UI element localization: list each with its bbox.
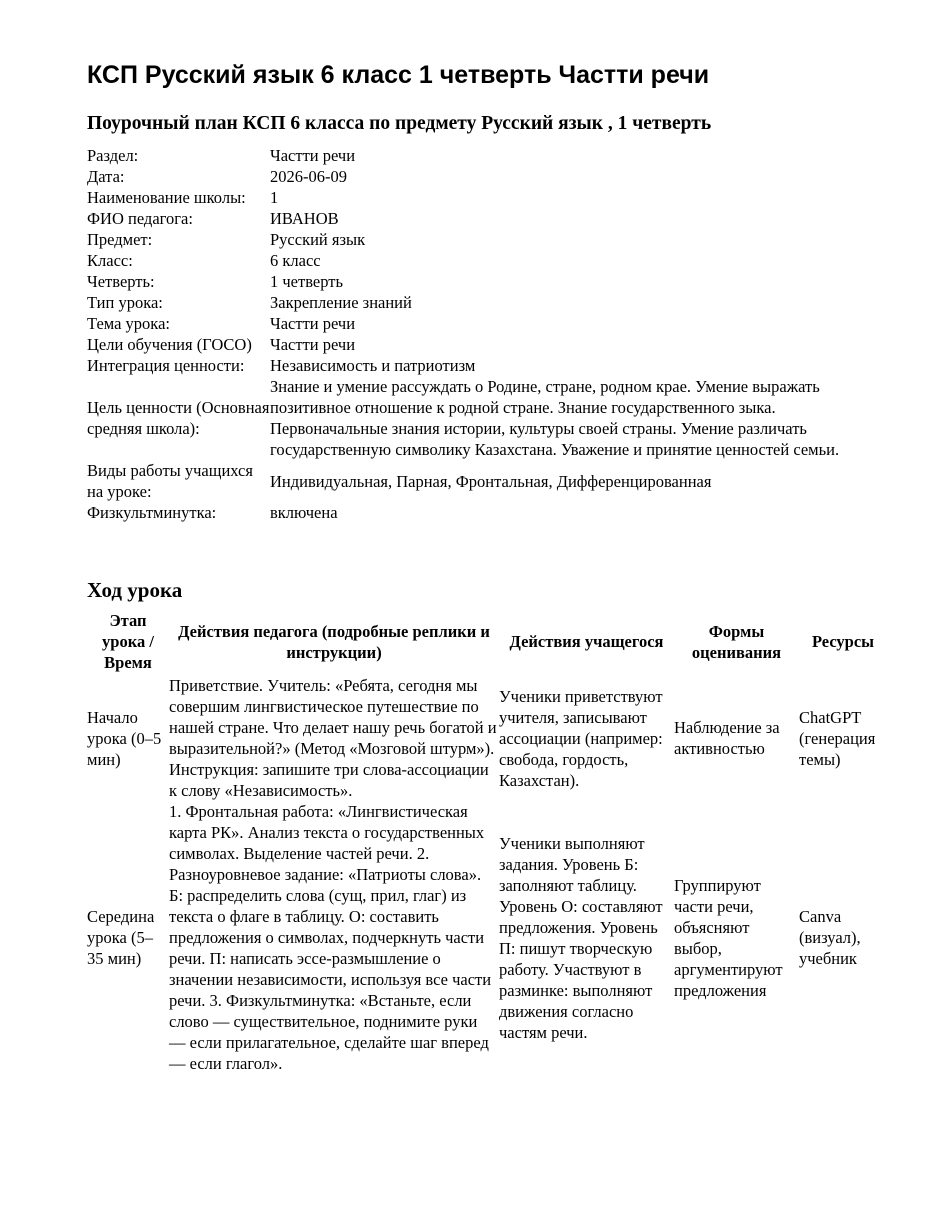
- info-value: Индивидуальная, Парная, Фронтальная, Дифференцированная: [270, 471, 712, 491]
- document-subtitle: Поурочный план КСП 6 класса по предмету Русский язык , 1 четверть: [87, 113, 712, 134]
- info-label: Интеграция ценности:: [87, 356, 245, 375]
- column-header-teacher-actions: Действия педагога (подробные реплики и инструкции): [178, 621, 490, 662]
- info-row: [87, 229, 887, 250]
- info-label: Физкультминутка:: [87, 503, 217, 522]
- lesson-info-table: [87, 145, 887, 523]
- info-row: [87, 145, 887, 166]
- info-label: Дата:: [87, 167, 125, 186]
- resources-cell: Canva (визуал), учебник: [799, 907, 861, 968]
- info-row: [87, 271, 887, 292]
- info-label: Раздел:: [87, 146, 139, 165]
- info-label: Четверть:: [87, 272, 155, 291]
- info-label: Виды работы учащихся на уроке:: [87, 461, 253, 501]
- info-value: ИВАНОВ: [270, 209, 339, 228]
- stage-cell: Начало урока (0–5 мин): [87, 707, 162, 769]
- column-header-student-actions: Действия учащегося: [509, 632, 664, 651]
- info-label: Предмет:: [87, 230, 153, 249]
- column-header-assessment: Формы оценивания: [691, 621, 782, 662]
- student-actions-cell: Ученики выполняют задания. Уровень Б: заполняют таблицу. Уровень О: составляют предложения. Уровень П: пишут творческую работу. Участвуют в разминке: выполняют движения согласно частям речи.: [499, 833, 663, 1042]
- info-row: [87, 292, 887, 313]
- info-label: Тип урока:: [87, 293, 163, 312]
- info-value: Частти речи: [270, 335, 356, 354]
- info-row: [87, 334, 887, 355]
- resources-cell: ChatGPT (генерация темы): [799, 707, 876, 769]
- info-row: [87, 313, 887, 334]
- info-label: Цель ценности (Основная средняя школа):: [87, 398, 270, 438]
- info-value: Закрепление знаний: [270, 293, 412, 312]
- info-value: Знание и умение рассуждать о Родине, стране, родном крае. Умение выражать позитивное отношение к родной стране. Знание государственного зыка. Первоначальные знания истории, культуры своей страны. Умение различать государственную символику Казахстана. Уважение и принятие ценностей семьи.: [270, 377, 840, 459]
- info-label: Тема урока:: [87, 314, 170, 333]
- info-value: включена: [270, 503, 338, 522]
- info-row: [87, 166, 887, 187]
- section-heading: Ход урока: [87, 578, 183, 602]
- info-label: ФИО педагога:: [87, 209, 193, 228]
- info-row: [87, 460, 887, 502]
- info-value: 6 класс: [270, 251, 321, 270]
- info-value: Частти речи: [270, 314, 356, 333]
- table-row: [87, 801, 887, 1074]
- lesson-plan-table: [87, 610, 887, 1074]
- info-row: [87, 376, 887, 460]
- column-header-resources: Ресурсы: [811, 632, 875, 651]
- info-value: Независимость и патриотизм: [270, 356, 476, 375]
- info-value: 1 четверть: [270, 272, 343, 291]
- info-value: 2026-06-09: [270, 167, 347, 186]
- table-row: [87, 675, 887, 801]
- info-value: 1: [270, 188, 279, 207]
- info-value: Русский язык: [270, 230, 366, 249]
- table-header-row: [87, 610, 887, 675]
- info-label: Класс:: [87, 251, 133, 270]
- info-row: [87, 208, 887, 229]
- info-row: [87, 502, 887, 523]
- info-label: Наименование школы:: [87, 188, 246, 207]
- column-header-stage: Этап урока / Время: [102, 611, 154, 672]
- assessment-cell: Группируют части речи, объясняют выбор, аргументируют предложения: [674, 875, 783, 1000]
- stage-cell: Середина урока (5–35 мин): [87, 907, 155, 968]
- assessment-cell: Наблюдение за активностью: [674, 718, 780, 758]
- info-row: [87, 187, 887, 208]
- teacher-actions-cell: Приветствие. Учитель: «Ребята, сегодня мы совершим лингвистическое путешествие по нашей стране. Что делает нашу речь богатой и выразительной?» (Метод «Мозговой штурм»). Инструкция: запишите три слова-ассоциации к слову «Независимость».: [169, 676, 497, 800]
- teacher-actions-cell: 1. Фронтальная работа: «Лингвистическая карта РК». Анализ текста о государственных символах. Выделение частей речи. 2. Разноуровневое задание: «Патриоты слова». Б: распределить слова (сущ, прил, глаг) из текста о флаге в таблицу. О: составить предложения о символах, подчеркнуть части речи. П: написать эссе-размышление о значении независимости, используя все части речи. 3. Физкультминутка: «Встаньте, если слово — существительное, поднимите руки — если прилагательное, сделайте шаг вперед — если глагол».: [169, 802, 492, 1073]
- info-value: Частти речи: [270, 146, 356, 165]
- student-actions-cell: Ученики приветствуют учителя, записывают ассоциации (например: свобода, гордость, Казахстан).: [499, 686, 663, 790]
- document-title: КСП Русский язык 6 класс 1 четверть Частти речи: [87, 61, 710, 89]
- info-row: [87, 355, 887, 376]
- info-row: [87, 250, 887, 271]
- info-label: Цели обучения (ГОСО): [87, 335, 252, 354]
